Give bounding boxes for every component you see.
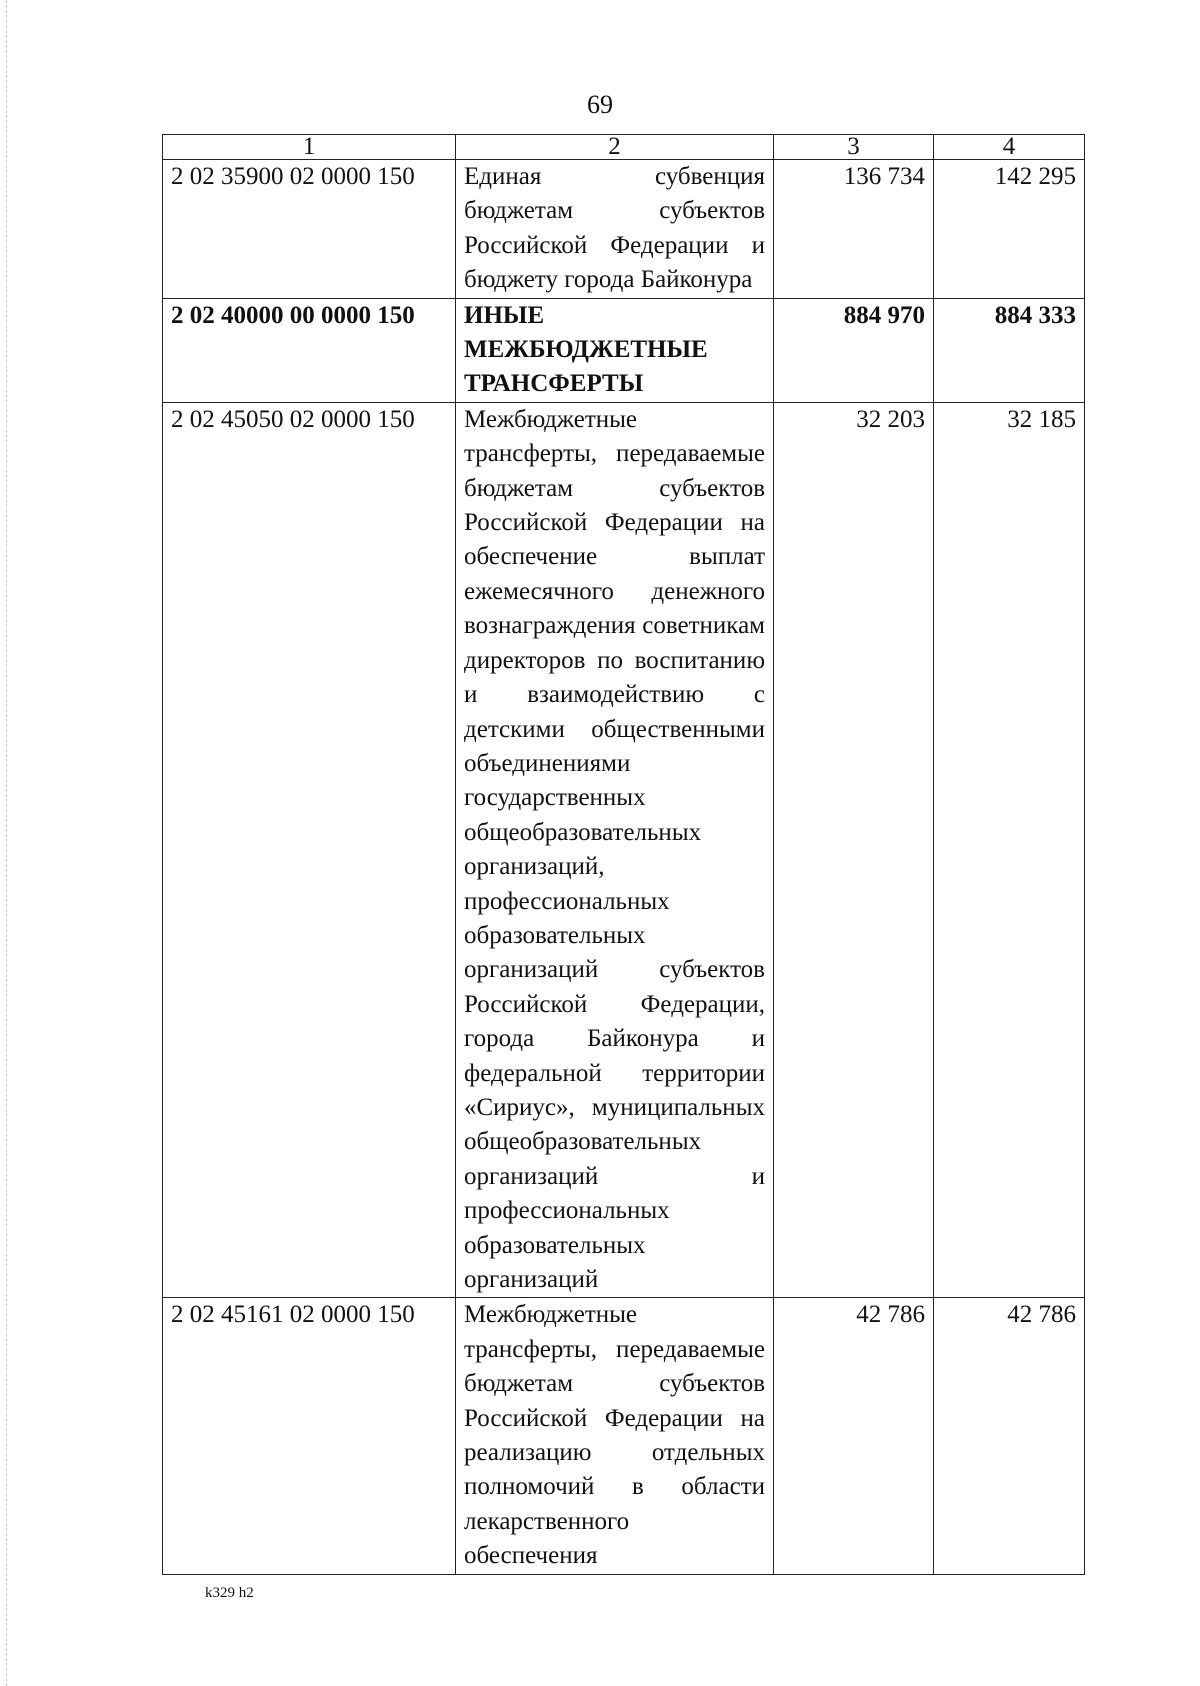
- table-row: [163, 1298, 1085, 1574]
- budget-table: [162, 134, 1085, 1575]
- row-value-col3: 42 786: [774, 1298, 934, 1574]
- row-code: 2 02 40000 00 0000 150: [163, 298, 456, 402]
- table-row: [163, 402, 1085, 1298]
- row-code: 2 02 35900 02 0000 150: [163, 160, 456, 299]
- table-header-row: [163, 135, 1085, 160]
- header-col-2: 2: [456, 135, 774, 160]
- row-name: Межбюджетные трансферты, передаваемые бюджетам субъектов Российской Федерации на обеспечение выплат ежемесячного денежного вознаграждения советникам директоров по воспитанию и взаимодействию с детскими общественными объединениями государственных общеобразовательных организаций, профессиональных образовательных организаций субъектов Российской Федерации, города Байконура и федеральной территории «Сириус», муниципальных общеобразовательных организаций и профессиональных образовательных организаций: [456, 402, 774, 1298]
- row-name: ИНЫЕ МЕЖБЮДЖЕТНЫЕ ТРАНСФЕРТЫ: [456, 298, 774, 402]
- row-value-col4: 142 295: [934, 160, 1085, 299]
- table-row: [163, 160, 1085, 299]
- page-number: 69: [587, 90, 613, 119]
- header-col-4: 4: [934, 135, 1085, 160]
- header-col-1: 1: [163, 135, 456, 160]
- row-value-col3: 884 970: [774, 298, 934, 402]
- row-name: Единая субвенция бюджетам субъектов Российской Федерации и бюджету города Байконура: [456, 160, 774, 299]
- row-code: 2 02 45050 02 0000 150: [163, 402, 456, 1298]
- row-value-col4: 42 786: [934, 1298, 1085, 1574]
- row-value-col3: 136 734: [774, 160, 934, 299]
- table-row: [163, 298, 1085, 402]
- row-code: 2 02 45161 02 0000 150: [163, 1298, 456, 1574]
- row-name: Межбюджетные трансферты, передаваемые бюджетам субъектов Российской Федерации на реализацию отдельных полномочий в области лекарственного обеспечения: [456, 1298, 774, 1574]
- row-value-col4: 32 185: [934, 402, 1085, 1298]
- row-value-col4: 884 333: [934, 298, 1085, 402]
- header-col-3: 3: [774, 135, 934, 160]
- scan-edge-line: [6, 0, 7, 1686]
- row-value-col3: 32 203: [774, 402, 934, 1298]
- document-footer-code: k329 h2: [205, 1585, 254, 1601]
